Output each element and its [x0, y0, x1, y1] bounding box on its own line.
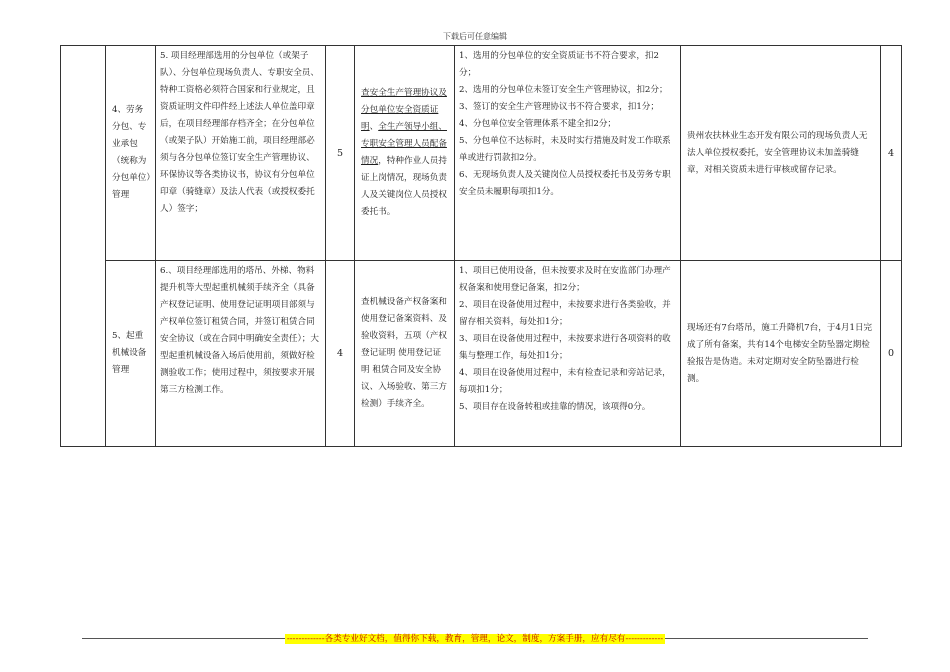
check-item: 4、劳务分包、专业承包（统称为分包单位）管理 — [106, 46, 156, 261]
footer-note-text: -------------各类专业好文档，值得你下载，教育，管理，论文，制度，方案手册，应有尽有------------- — [286, 634, 664, 644]
method-part: 、 — [369, 122, 379, 132]
score-value: 4 — [326, 261, 355, 447]
inspection-table — [60, 45, 902, 447]
blank-category-cell — [61, 46, 106, 447]
table-row — [61, 46, 902, 261]
standard-line: 6、无现场负责人及关键岗位人员授权委托书及劳务专职安全员未履职每项扣1分。 — [459, 170, 671, 197]
method-part-underlined: 全生产领导小组、专职安全管理人员配备情况 — [361, 122, 447, 166]
standard-line: 3、签订的安全生产管理协议书不符合要求，扣1分； — [459, 102, 659, 112]
result-score: 0 — [881, 261, 902, 447]
footer-note — [0, 626, 950, 645]
score-value: 5 — [326, 46, 355, 261]
check-method — [355, 46, 455, 261]
standard-line: 2、项目在设备使用过程中，未按要求进行各类验收，并留存相关资料，每处扣1分； — [459, 300, 671, 327]
requirement-text: 6.、项目经理部选用的塔吊、外梯、物料提升机等大型起重机械须手续齐全（具备产权登记证明、使用登记证明项目部须与产权单位签订租赁合同，并签订租赁合同安全协议（或在合同中明确安全责任）；大型起重机械设备入场后使用前，须做好检测验收工作；使用过程中，须按要求开展第三方检测工作。 — [156, 261, 326, 447]
standard-line: 1、项目已使用设备，但未按要求及时在安监部门办理产权备案和使用登记备案，扣2分； — [459, 266, 671, 293]
page-header-note: 下载后可任意编辑 — [443, 32, 507, 41]
standard-line: 2、选用的分包单位未签订安全生产管理协议，扣2分； — [459, 85, 668, 95]
finding-text: 贵州农扶林业生态开发有限公司的现场负责人无法人单位授权委托，安全管理协议未加盖骑缝章，对相关资质未进行审核或留存记录。 — [681, 46, 881, 261]
method-part: ，特种作业人员持证上岗情况，现场负责人及关键岗位人员授权委托书。 — [361, 156, 447, 217]
standard-line: 5、分包单位不达标时，未及时实行措施及时发工作联系单或进行罚款扣2分。 — [459, 136, 671, 163]
requirement-text: 5. 项目经理部选用的分包单位（或架子队）、分包单位现场负责人、专职安全员、特种工资格必须符合国家和行业规定，且资质证明文件印件经上述法人单位盖印章后，在项目经理部存档齐全；在分包单位（或架子队）开始施工前，项目经理部必须与各分包单位签订安全生产管理协议、环保协议等各类协议书，协议有分包单位印章（骑缝章）及法人代表（或授权委托人）签字； — [156, 46, 326, 261]
standard-line: 4、分包单位安全管理体系不建全扣2分； — [459, 119, 617, 129]
standard-line: 3、项目在设备使用过程中，未按要求进行各项资料的收集与整理工作，每处扣1分； — [459, 334, 671, 361]
standard-line: 1、选用的分包单位的安全资质证书不符合要求，扣2分； — [459, 51, 659, 78]
check-method: 查机械设备产权备案和使用登记备案资料、及验收资料，五项（产权登记证明 使用登记证明 租赁合同及安全协议、入场验收、第三方检测）手续齐全。 — [355, 261, 455, 447]
result-score: 4 — [881, 46, 902, 261]
standard-line: 4、项目在设备使用过程中，未有检查记录和旁站记录，每项扣1分； — [459, 368, 671, 395]
finding-text: 现场还有7台塔吊，施工升降机7台，于4月1日完成了所有备案，共有14个电梯安全防坠器定期检验报告是伪造。未对定期对安全防坠器进行检测。 — [681, 261, 881, 447]
scoring-standard — [455, 46, 681, 261]
standard-line: 5、项目存在设备转租或挂靠的情况，该项得0分。 — [459, 402, 651, 412]
method-part-underlined: 查安全生产管理协议及分包单位安全资质证明 — [361, 88, 447, 132]
table-row — [61, 261, 902, 447]
check-item: 5、起重机械设备管理 — [106, 261, 156, 447]
scoring-standard — [455, 261, 681, 447]
